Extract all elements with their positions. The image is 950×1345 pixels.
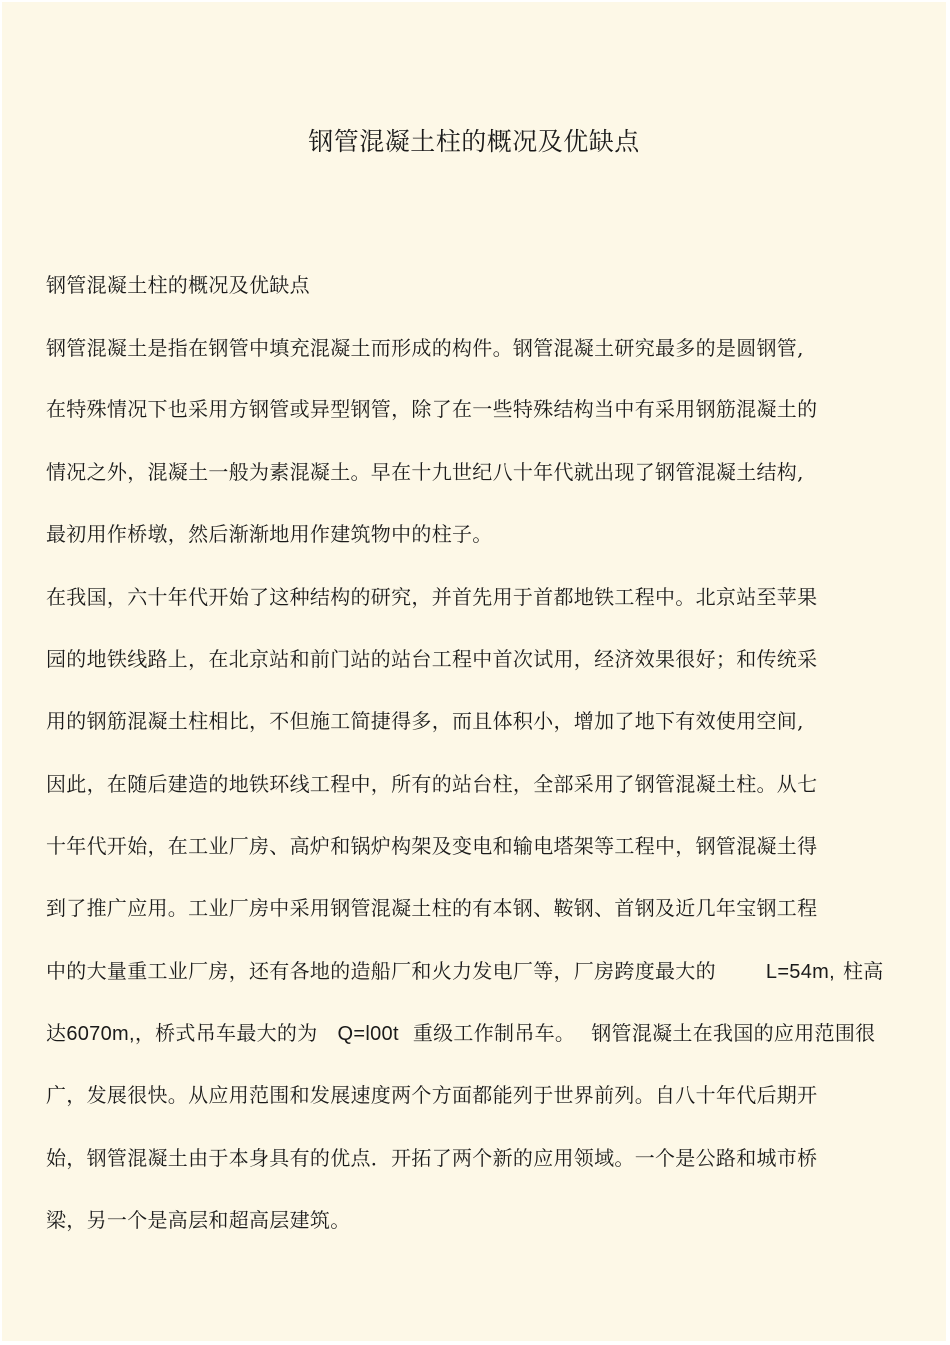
line-11-text: 中的大量重工业厂房，还有各地的造船厂和火力发电厂等，厂房跨度最大的 [46,959,716,983]
paragraph-line-1: 钢管混凝土是指在钢管中填充混凝土而形成的构件。钢管混凝土研究最多的是圆钢管, [46,336,804,360]
paragraph-line-5: 在我国，六十年代开始了这种结构的研究，并首先用于首都地铁工程中。北京站至苹果 [46,585,818,609]
line-12-text-c: 重级工作制吊车。 [412,1021,576,1045]
paragraph-line-15: 梁，另一个是高层和超高层建筑。 [46,1208,351,1232]
paragraph-line-6: 园的地铁线路上，在北京站和前门站的站台工程中首次试用，经济效果很好；和传统采 [46,647,818,671]
paragraph-line-4: 最初用作桥墩，然后渐渐地用作建筑物中的柱子。 [46,522,493,546]
span-value: L=54m, [765,961,835,983]
line-11-tail: 柱高 [842,959,884,983]
document-page [2,2,946,1341]
column-height-value: 6070m, [66,1023,135,1045]
paragraph-line-10: 到了推广应用。工业厂房中采用钢管混凝土柱的有本钢、鞍钢、首钢及近几年宝钢工程 [46,896,818,920]
line-12-text-a: 达 [46,1021,67,1045]
paragraph-line-11 [46,957,884,986]
document-title: 钢管混凝土柱的概况及优缺点 [308,127,640,156]
crane-capacity-value: Q=l00t [337,1023,399,1045]
paragraph-line-7: 用的钢筋混凝土柱相比，不但施工简捷得多，而且体积小，增加了地下有效使用空间, [46,709,804,733]
document-subtitle: 钢管混凝土柱的概况及优缺点 [46,273,310,297]
paragraph-line-2: 在特殊情况下也采用方钢管或异型钢管，除了在一些特殊结构当中有采用钢筋混凝土的 [46,397,818,421]
paragraph-line-9: 十年代开始，在工业厂房、高炉和锅炉构架及变电和输电塔架等工程中，钢管混凝土得 [46,834,818,858]
paragraph-line-13: 广，发展很快。从应用范围和发展速度两个方面都能列于世界前列。自八十年代后期开 [46,1083,818,1107]
paragraph-line-3: 情况之外，混凝土一般为素混凝土。早在十九世纪八十年代就出现了钢管混凝土结构, [46,460,804,484]
paragraph-line-14: 始，钢管混凝土由于本身具有的优点．开拓了两个新的应用领域。一个是公路和城市桥 [46,1146,818,1170]
paragraph-line-12 [46,1019,875,1048]
line-12-text-d: 钢管混凝土在我国的应用范围很 [591,1021,876,1045]
line-12-text-b: ，桥式吊车最大的为 [134,1021,318,1045]
paragraph-line-8: 因此，在随后建造的地铁环线工程中，所有的站台柱，全部采用了钢管混凝土柱。从七 [46,772,818,796]
